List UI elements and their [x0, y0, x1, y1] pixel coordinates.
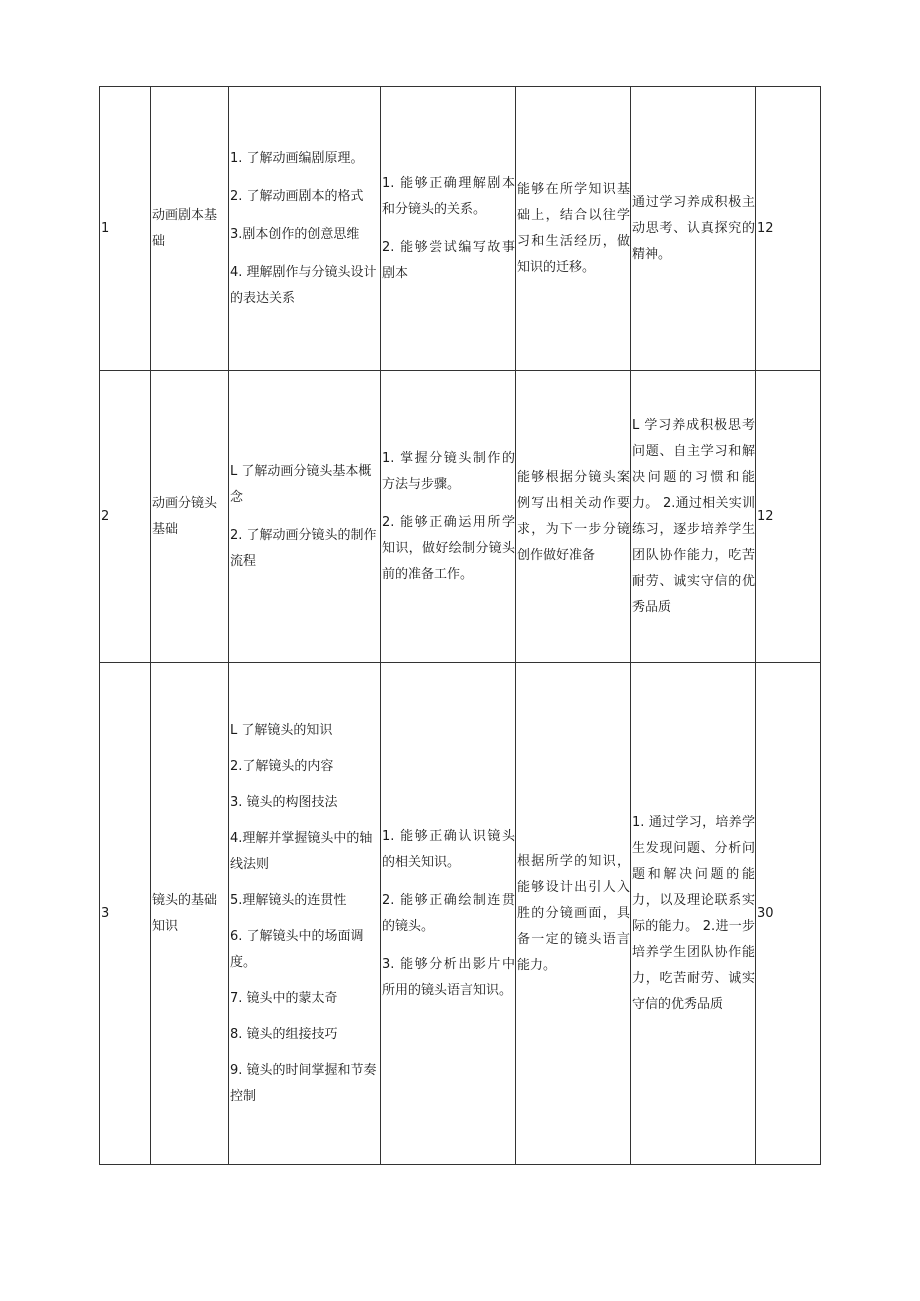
row-number: 3	[100, 663, 151, 1165]
knowledge-item: 4. 理解剧作与分镜头设计的表达关系	[230, 264, 377, 306]
skill-item: 1. 能够正确认识镜头的相关知识。	[382, 828, 515, 870]
knowledge-item: 2.了解镜头的内容	[230, 758, 334, 774]
knowledge-item: 8. 镜头的组接技巧	[230, 1026, 338, 1042]
course-content-table	[99, 86, 821, 1165]
ability-cell: 能够在所学知识基础上，结合以往学习和生活经历，做知识的迁移。	[516, 87, 631, 371]
knowledge-cell	[229, 371, 381, 663]
unit-title: 动画剧本基础	[151, 87, 229, 371]
knowledge-item: 2. 了解动画剧本的格式	[230, 188, 364, 204]
table-row	[100, 663, 821, 1165]
row-number: 2	[100, 371, 151, 663]
quality-cell: L 学习养成积极思考问题、自主学习和解决问题的习惯和能力。 2.通过相关实训练习，逐步培养学生团队协作能力，吃苦耐劳、诚实守信的优秀品质	[631, 371, 756, 663]
skill-item: 2. 能够尝试编写故事剧本	[382, 239, 515, 281]
knowledge-item: L 了解动画分镜头基本概念	[230, 463, 372, 505]
quality-cell: 通过学习养成积极主动思考、认真探究的精神。	[631, 87, 756, 371]
knowledge-item: 1. 了解动画编剧原理。	[230, 150, 364, 166]
row-number: 1	[100, 87, 151, 371]
table-row	[100, 371, 821, 663]
knowledge-item: 3. 镜头的构图技法	[230, 794, 338, 810]
unit-title: 镜头的基础知识	[151, 663, 229, 1165]
table-row	[100, 87, 821, 371]
knowledge-item: 9. 镜头的时间掌握和节奏控制	[230, 1062, 377, 1104]
hours-cell: 12	[756, 371, 821, 663]
quality-cell: 1. 通过学习，培养学生发现问题、分析问题和解决问题的能力，以及理论联系实际的能力。 2.进一步培养学生团队协作能力，吃苦耐劳、诚实守信的优秀品质	[631, 663, 756, 1165]
knowledge-item: 2. 了解动画分镜头的制作流程	[230, 527, 377, 569]
skills-cell	[381, 663, 516, 1165]
skill-item: 3. 能够分析出影片中所用的镜头语言知识。	[382, 956, 515, 998]
knowledge-cell	[229, 663, 381, 1165]
hours-cell: 30	[756, 663, 821, 1165]
knowledge-item: 6. 了解镜头中的场面调度。	[230, 928, 364, 970]
skill-item: 2. 能够正确绘制连贯的镜头。	[382, 892, 515, 934]
knowledge-cell	[229, 87, 381, 371]
knowledge-item: 3.剧本创作的创意思维	[230, 226, 360, 242]
unit-title: 动画分镜头基础	[151, 371, 229, 663]
knowledge-item: 7. 镜头中的蒙太奇	[230, 990, 338, 1006]
knowledge-item: L 了解镜头的知识	[230, 722, 333, 738]
hours-cell: 12	[756, 87, 821, 371]
skill-item: 1. 掌握分镜头制作的方法与步骤。	[382, 450, 515, 492]
ability-cell: 能够根据分镜头案例写出相关动作要求，为下一步分镜创作做好准备	[516, 371, 631, 663]
skills-cell	[381, 87, 516, 371]
knowledge-item: 4.理解并掌握镜头中的轴线法则	[230, 830, 373, 872]
skill-item: 2. 能够正确运用所学知识，做好绘制分镜头前的准备工作。	[382, 514, 515, 582]
knowledge-item: 5.理解镜头的连贯性	[230, 892, 347, 908]
skill-item: 1. 能够正确理解剧本和分镜头的关系。	[382, 175, 515, 217]
ability-cell: 根据所学的知识，能够设计出引人入胜的分镜画面，具备一定的镜头语言能力。	[516, 663, 631, 1165]
skills-cell	[381, 371, 516, 663]
